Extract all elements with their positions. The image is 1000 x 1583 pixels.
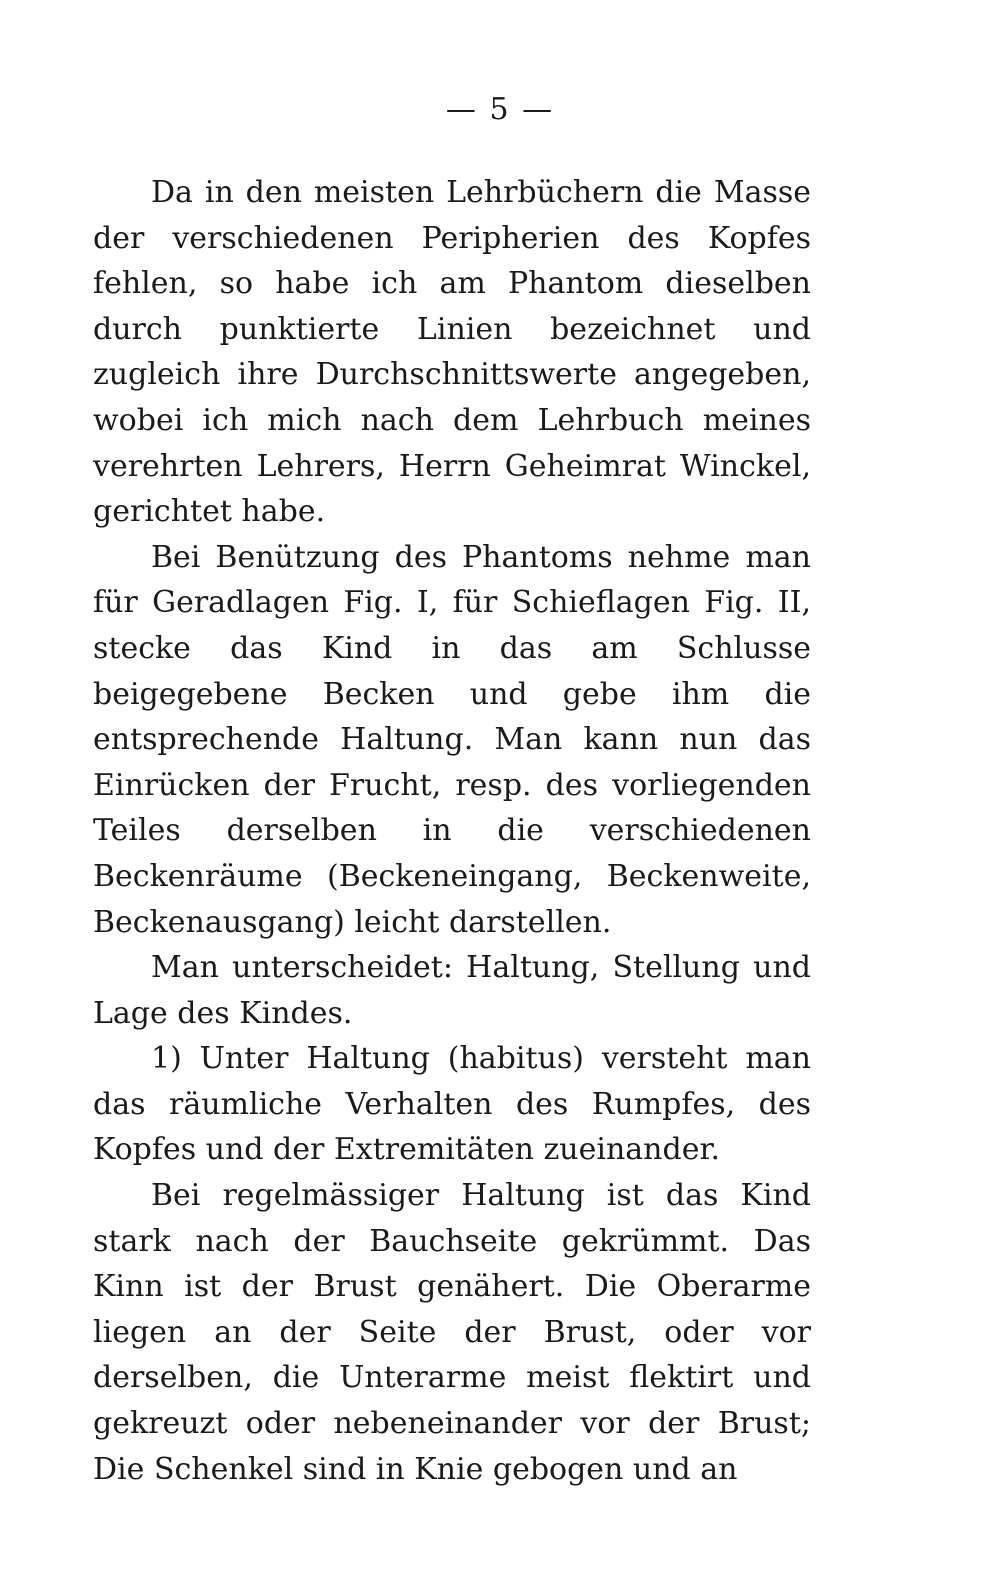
paragraph-4: 1) Unter Haltung (habitus) versteht man das räumliche Verhalten des Rumpfes, des Kopfes und der Extremitäten zueinander. [93, 1041, 811, 1168]
paragraph-1: Da in den meisten Lehrbüchern die Masse der verschiedenen Peripherien des Kopfes fehlen, so habe ich am Phantom dieselben durch punktierte Linien bezeichnet und zugleich ihre Durchschnittswerte angegeben, wobei ich mich nach dem Lehrbuch meines verehrten Lehrers, Herrn Geheimrat Winckel, gerichtet habe. [93, 175, 811, 530]
body-text [93, 170, 811, 1492]
page-number: — 5 — [445, 92, 555, 127]
paragraph-5: Bei regelmässiger Haltung ist das Kind stark nach der Bauchseite gekrümmt. Das Kinn ist der Brust genähert. Die Oberarme liegen an der Seite der Brust, oder vor derselben, die Unterarme meist flektirt und gekreuzt oder nebeneinander vor der Brust; Die Schenkel sind in Knie gebogen und an [93, 1178, 811, 1487]
paragraph-2: Bei Benützung des Phantoms nehme man für Geradlagen Fig. I, für Schieflagen Fig. II, stecke das Kind in das am Schlusse beigegebene Becken und gebe ihm die entsprechende Haltung. Man kann nun das Einrücken der Frucht, resp. des vorliegenden Teiles derselben in die verschiedenen Beckenräume (Beckeneingang, Beckenweite, Beckenausgang) leicht darstellen. [93, 539, 811, 940]
paragraph-3: Man unterscheidet: Haltung, Stellung und Lage des Kindes. [93, 950, 811, 1031]
